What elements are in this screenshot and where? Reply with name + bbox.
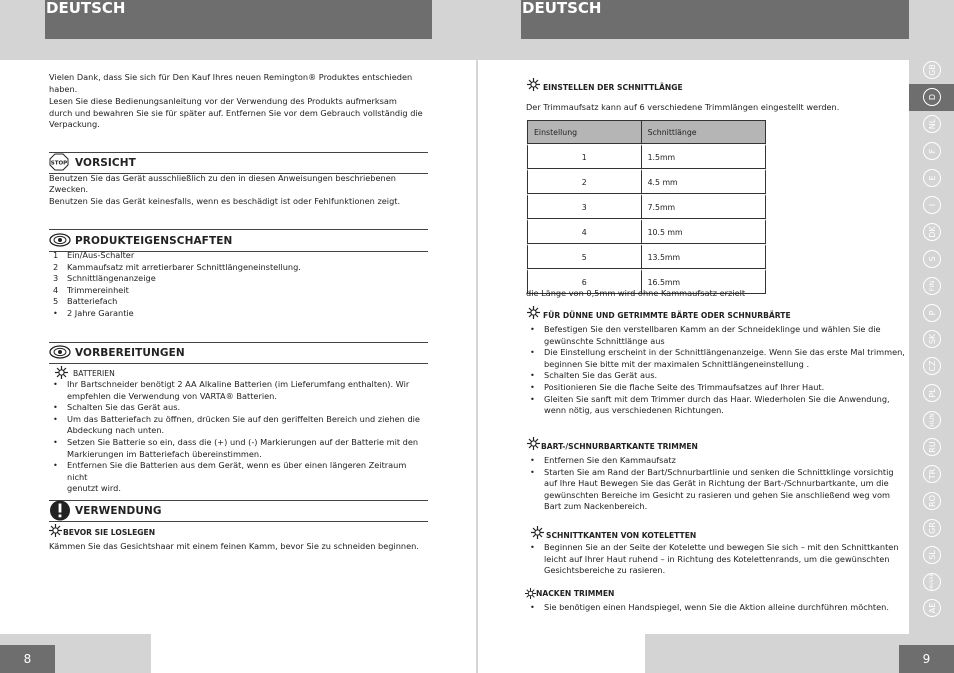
list-item: • Befestigen Sie den verstellbaren Kamm an der Schneideklinge und wählen Sie die gewünschte Schnittlänge aus xyxy=(530,324,881,346)
language-tab-sk[interactable]: SK xyxy=(909,326,954,353)
table-row xyxy=(527,169,766,194)
intro-line: Vielen Dank, dass Sie sich für Den Kauf Ihres neuen Remington® Produktes entschieden xyxy=(49,72,413,82)
list-item: • Schalten Sie das Gerät aus. xyxy=(530,370,658,381)
list-item: 4 Trimmereinheit xyxy=(53,284,129,295)
trim-length-table xyxy=(527,120,766,294)
intro-line: Lesen Sie diese Bedienungsanleitung vor der Verwendung des Produkts aufmerksam xyxy=(49,96,397,106)
thin-beards-list xyxy=(526,324,906,417)
caution-line: Benutzen Sie das Gerät keinesfalls, wenn es beschädigt ist oder Fehlfunktionen zeigt. xyxy=(49,196,401,206)
section-title-caution: VORSICHT xyxy=(75,157,136,169)
intro-line: durch und bewahren Sie sie für später auf. Entfernen Sie vor dem Gebrauch vollständig die xyxy=(49,108,423,118)
section-divider xyxy=(49,342,428,343)
table-cell: 1 xyxy=(527,144,642,169)
right-page xyxy=(478,0,954,673)
list-item: • Entfernen Sie die Batterien aus dem Gerät, wenn es über einen längeren Zeitraum nicht genutzt wird. xyxy=(53,460,407,494)
intro-line: Verpackung. xyxy=(49,119,100,129)
language-tab-e[interactable]: E xyxy=(909,165,954,192)
language-tab-pl[interactable]: PL xyxy=(909,380,954,407)
page-number: 8 xyxy=(0,645,55,673)
list-item: 2 Kammaufsatz mit arretierbarer Schnittlängeneinstellung. xyxy=(53,261,301,272)
language-tab-hun[interactable]: HUN xyxy=(909,407,954,434)
language-tab-nl[interactable]: NL xyxy=(909,111,954,138)
sparkle-icon xyxy=(531,526,544,539)
section-title-preparation: VORBEREITUNGEN xyxy=(75,347,185,359)
caution-line: Benutzen Sie das Gerät ausschließlich zu den in diesen Anweisungen beschriebenen xyxy=(49,173,396,183)
list-item: • Ihr Bartschneider benötigt 2 AA Alkaline Batterien (im Lieferumfang enthalten). Wir empfehlen die Verwendung von VARTA® Batterien. xyxy=(53,379,410,401)
language-tab-s[interactable]: S xyxy=(909,245,954,272)
table-cell: 2 xyxy=(527,169,642,194)
subsection-title-sideburns: SCHNITTKANTEN VON KOTELETTEN xyxy=(546,531,697,540)
page-header: DEUTSCH xyxy=(45,0,432,39)
subsection-title-batteries: BATTERIEN xyxy=(73,369,115,378)
list-item: • Starten Sie am Rand der Bart/Schnurbartlinie und senken die Schnittklinge vorsichtig auf Ihre Haut Bewegen Sie das Gerät in Richtung der Bart-/Schnurbartkante, um die gewünschten Bereiche im Gesicht zu rasieren und gehen Sie anschließend weg vom Bart zum Nackenbereich. xyxy=(530,466,894,512)
stop-icon xyxy=(49,153,69,171)
subsection-title-before-start: BEVOR SIE LOSLEGEN xyxy=(63,528,156,537)
subsection-title-neck: NACKEN TRIMMEN xyxy=(536,589,615,598)
language-tab-sl[interactable]: SL xyxy=(909,541,954,568)
list-item: • Positionieren Sie die flache Seite des Trimmaufsatzes auf Ihrer Haut. xyxy=(530,381,825,392)
language-tab-dk[interactable]: DK xyxy=(909,218,954,245)
table-row xyxy=(527,194,766,219)
table-row xyxy=(527,144,766,169)
table-cell: 13.5mm xyxy=(642,244,766,269)
language-tab-gb[interactable]: GB xyxy=(909,57,954,84)
beard-edge-list xyxy=(526,455,906,513)
section-divider xyxy=(49,152,428,153)
language-tab-p[interactable]: P xyxy=(909,299,954,326)
section-title-features: PRODUKTEIGENSCHAFTEN xyxy=(75,235,233,247)
language-tab-ru[interactable]: RU xyxy=(909,434,954,461)
sparkle-icon xyxy=(527,78,540,91)
language-tab-cz[interactable]: CZ xyxy=(909,353,954,380)
table-row xyxy=(527,219,766,244)
language-tab-f[interactable]: F xyxy=(909,138,954,165)
page-header: DEUTSCH xyxy=(521,0,909,39)
list-item: • Setzen Sie Batterie so ein, dass die (+) und (-) Markierungen auf der Batterie mit den Markierungen im Batteriefach übereinstimmen. xyxy=(53,436,419,459)
list-item: • 2 Jahre Garantie xyxy=(53,307,134,318)
sparkle-icon xyxy=(55,366,68,379)
language-tab-ae[interactable]: AE xyxy=(909,595,954,622)
stop-icon-label: STOP xyxy=(50,160,68,167)
eye-icon xyxy=(49,345,71,359)
length-text: Der Trimmaufsatz kann auf 6 verschiedene Trimmlängen eingestellt werden. xyxy=(526,102,840,112)
page-number: 9 xyxy=(899,645,954,673)
subsection-title-thin-beards: FÜR DÜNNE UND GETRIMMTE BÄRTE ODER SCHNURBÄRTE xyxy=(543,311,791,320)
left-page xyxy=(0,0,476,673)
table-cell: 6 xyxy=(527,269,642,294)
table-cell: 1.5mm xyxy=(642,144,766,169)
sparkle-icon xyxy=(49,524,62,537)
list-item: • Beginnen Sie an der Seite der Kotelette und bewegen Sie sich – mit den Schnittkanten leicht auf Ihrer Haut ruhend – in Richtung des Kotelettenrands, um die gewünschten Gesichtsbereiche zu rasieren. xyxy=(530,542,899,576)
features-list xyxy=(49,250,301,320)
sparkle-icon xyxy=(525,588,536,599)
intro-line: haben. xyxy=(49,84,78,94)
language-tabs xyxy=(909,57,954,634)
eye-icon xyxy=(49,233,71,247)
section-divider xyxy=(49,500,428,501)
sparkle-icon xyxy=(527,306,540,319)
length-note: die Länge von 0,5mm wird ohne Kammaufsatz erzielt xyxy=(526,288,746,298)
language-tab-gr[interactable]: GR xyxy=(909,514,954,541)
neck-list xyxy=(526,602,906,614)
language-tab-tr[interactable]: TR xyxy=(909,461,954,488)
table-cell: 7.5mm xyxy=(642,194,766,219)
table-cell: 3 xyxy=(527,194,642,219)
section-title-usage: VERWENDUNG xyxy=(75,505,162,517)
section-divider xyxy=(49,363,428,364)
table-header: Einstellung xyxy=(527,120,642,144)
table-cell: 5 xyxy=(527,244,642,269)
language-tab-fin[interactable]: FIN xyxy=(909,272,954,299)
language-tab-ro[interactable]: RO xyxy=(909,487,954,514)
table-header: Schnittlänge xyxy=(642,120,766,144)
caution-line: Zwecken. xyxy=(49,184,89,194)
section-divider xyxy=(49,521,428,522)
usage-text: Kämmen Sie das Gesichtshaar mit einem feinen Kamm, bevor Sie zu schneiden beginnen. xyxy=(49,541,419,551)
sideburns-list xyxy=(526,542,906,577)
language-tab-i[interactable]: I xyxy=(909,192,954,219)
list-item: 1 Ein/Aus-Schalter xyxy=(53,250,135,260)
table-cell: 16.5mm xyxy=(642,269,766,294)
table-row xyxy=(527,244,766,269)
subsection-title-beard-edge: BART-/SCHNURBARTKANTE TRIMMEN xyxy=(541,442,698,451)
language-tab-d[interactable]: D xyxy=(909,84,954,111)
list-item: • Die Einstellung erscheint in der Schnittlängenanzeige. Wenn Sie das erste Mal trimmen, beginnen Sie bitte mit der maximalen Schnittlängeneinstellung . xyxy=(530,347,905,369)
section-divider xyxy=(49,229,428,230)
list-item: • Entfernen Sie den Kammaufsatz xyxy=(530,455,676,465)
list-item: 3 Schnittlängenanzeige xyxy=(53,273,156,284)
list-item: • Um das Batteriefach zu öffnen, drücken Sie auf den geriffelten Bereich und ziehen die Abdeckung nach unten. xyxy=(53,413,420,436)
table-cell: 4.5 mm xyxy=(642,169,766,194)
list-item: • Sie benötigen einen Handspiegel, wenn Sie die Aktion alleine durchführen möchten. xyxy=(530,602,889,612)
warning-icon xyxy=(49,500,71,521)
table-header-row xyxy=(527,120,766,144)
subsection-title-length: EINSTELLEN DER SCHNITTLÄNGE xyxy=(543,83,683,92)
list-item: • Schalten Sie das Gerät aus. xyxy=(53,402,181,413)
table-cell: 10.5 mm xyxy=(642,219,766,244)
language-tab-hr-srb[interactable]: HR/SRB xyxy=(909,568,954,595)
sparkle-icon xyxy=(527,437,540,450)
table-cell: 4 xyxy=(527,219,642,244)
preparation-list xyxy=(49,379,429,495)
list-item: • Gleiten Sie sanft mit dem Trimmer durch das Haar. Wiederholen Sie die Anwendung, wenn nötig, aus verschiedenen Richtungen. xyxy=(530,393,890,416)
list-item: 5 Batteriefach xyxy=(53,296,118,307)
